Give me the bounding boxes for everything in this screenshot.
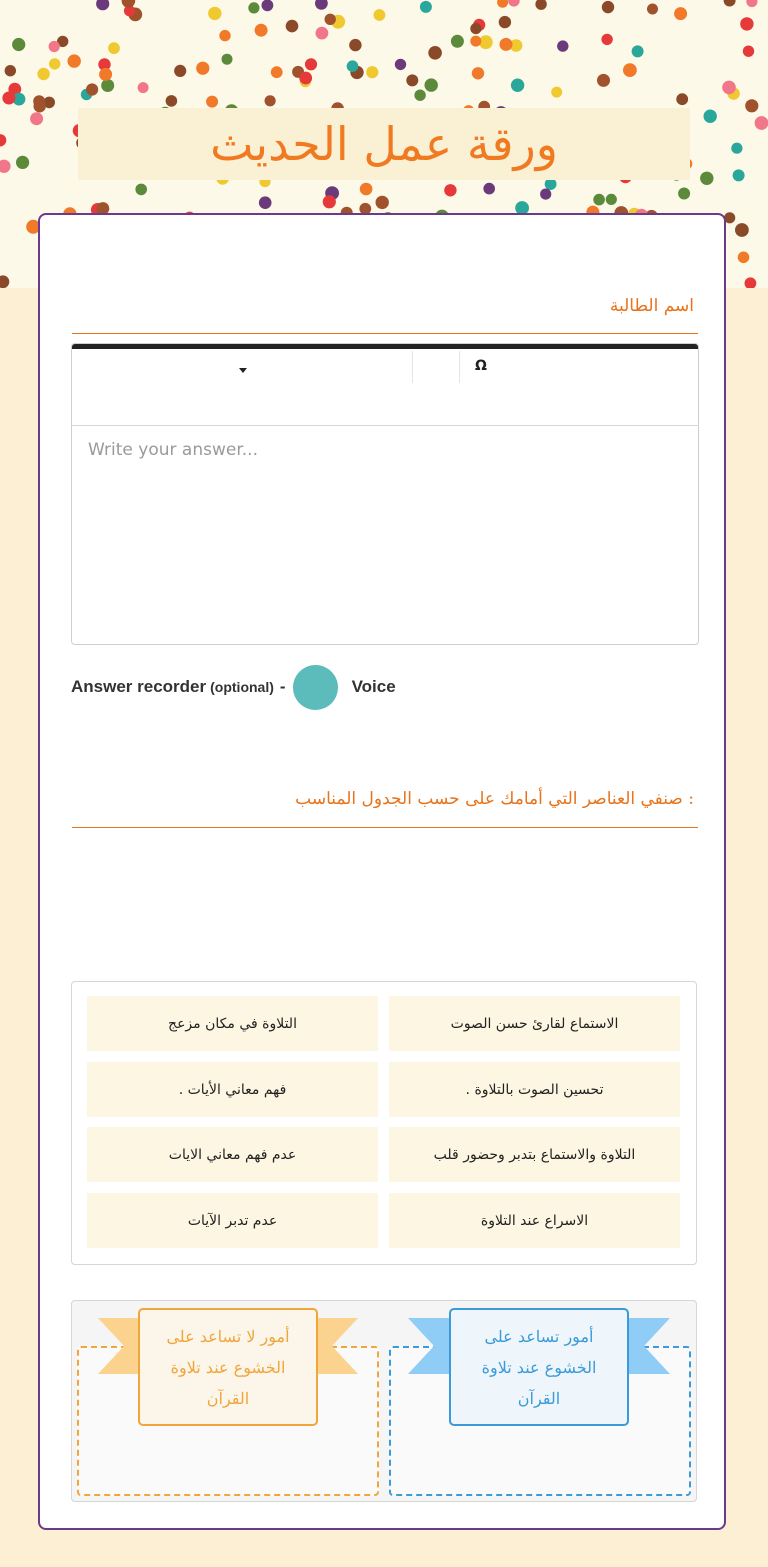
question-label-student-name: اسم الطالبة: [609, 296, 694, 316]
page-title: ورقة عمل الحديث: [210, 117, 558, 171]
toolbar-separator: [459, 351, 460, 383]
record-button[interactable]: [293, 665, 338, 710]
editor-toolbar: [72, 349, 698, 426]
question-divider: [72, 333, 698, 334]
draggable-item[interactable]: عدم فهم معاني الايات: [87, 1127, 378, 1182]
format-dropdown[interactable]: [82, 353, 242, 387]
draggable-item[interactable]: التلاوة في مكان مزعج: [87, 996, 378, 1051]
draggable-items-pool: [71, 981, 697, 1265]
answer-recorder: [71, 663, 396, 711]
answer-textarea[interactable]: Write your answer...: [88, 440, 258, 460]
draggable-item[interactable]: التلاوة والاستماع بتدبر وحضور قلب: [389, 1127, 680, 1182]
chevron-down-icon: [239, 368, 247, 373]
draggable-item[interactable]: الاسراع عند التلاوة: [389, 1193, 680, 1248]
toolbar-separator: [412, 351, 413, 383]
category-buckets: [71, 1300, 697, 1502]
draggable-item[interactable]: الاستماع لقارئ حسن الصوت: [389, 996, 680, 1051]
recorder-separator: -: [279, 677, 286, 696]
title-box: [78, 108, 690, 180]
recorder-mode-label: Voice: [351, 677, 396, 696]
question-label-classify: صنفي العناصر التي أمامك على حسب الجدول المناسب :: [295, 789, 694, 809]
recorder-optional-label: (optional): [210, 679, 274, 695]
special-character-button[interactable]: Ω: [475, 358, 487, 374]
draggable-item[interactable]: فهم معاني الأيات .: [87, 1062, 378, 1117]
answer-editor: [71, 343, 699, 645]
draggable-item[interactable]: عدم تدبر الآيات: [87, 1193, 378, 1248]
recorder-label: Answer recorder: [71, 677, 207, 696]
question-divider: [72, 827, 698, 828]
bucket-label-helps: أمور تساعد على الخشوع عند تلاوة القرآن: [449, 1308, 629, 1426]
worksheet-card: [38, 213, 726, 1530]
bucket-label-not-helps: أمور لا تساعد على الخشوع عند تلاوة القرآن: [138, 1308, 318, 1426]
draggable-item[interactable]: تحسين الصوت بالتلاوة .: [389, 1062, 680, 1117]
